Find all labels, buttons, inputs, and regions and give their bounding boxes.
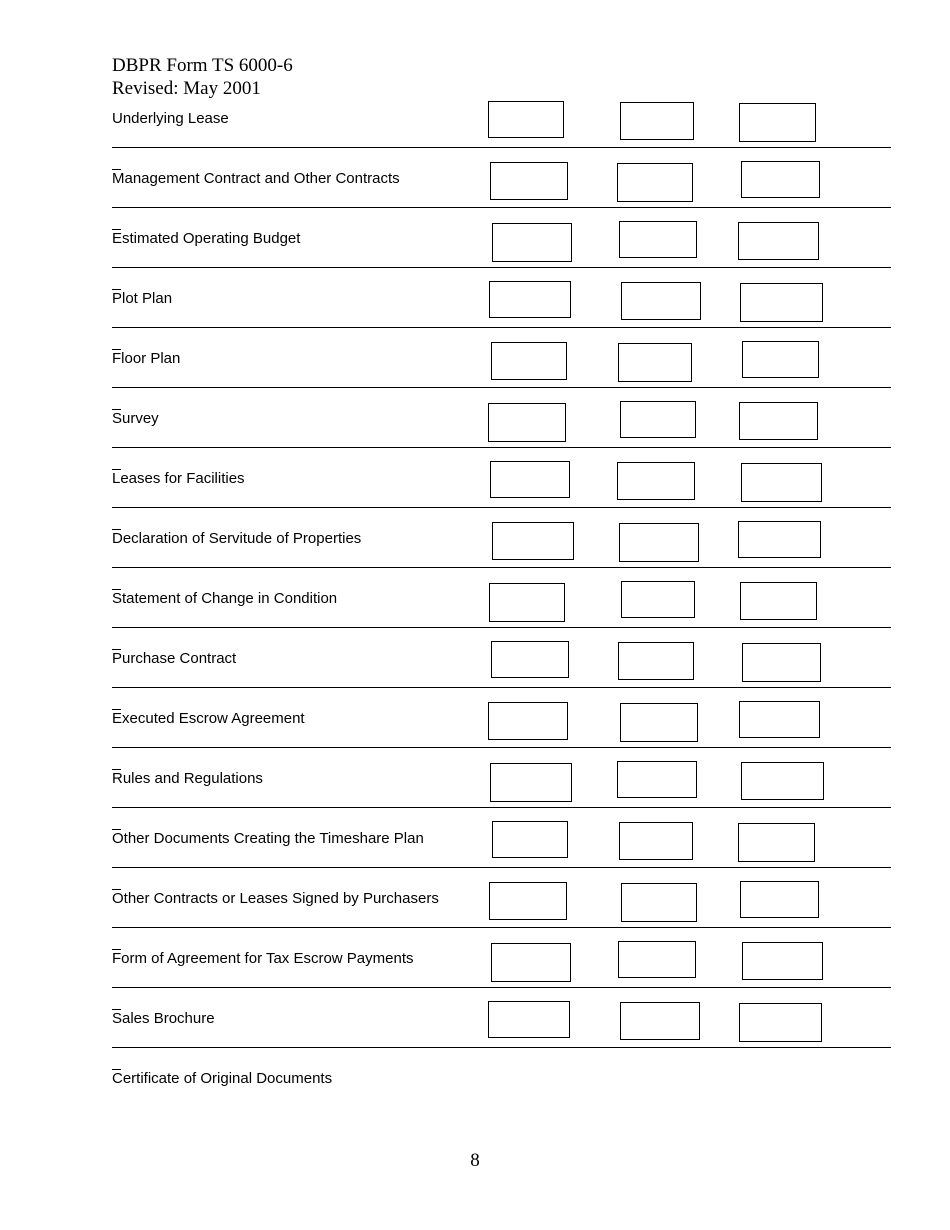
checkbox-column-1[interactable]	[491, 943, 571, 982]
checklist-item-text: Executed Escrow Agreement	[112, 710, 305, 727]
checkbox-column-1[interactable]	[491, 342, 567, 380]
checkbox-column-1[interactable]	[492, 223, 572, 262]
checkbox-column-2[interactable]	[620, 401, 696, 438]
checklist-item-text: Leases for Facilities	[112, 470, 245, 487]
checklist-item-text: Estimated Operating Budget	[112, 230, 301, 247]
overline-mark	[112, 949, 121, 950]
checklist-row	[112, 328, 891, 388]
overline-mark	[112, 769, 121, 770]
overline-mark	[112, 589, 121, 590]
checklist-row	[112, 748, 891, 808]
checkbox-column-3[interactable]	[739, 1003, 822, 1042]
form-number: DBPR Form TS 6000-6	[112, 55, 293, 76]
page-number: 8	[470, 1150, 480, 1171]
checkbox-column-3[interactable]	[740, 582, 817, 620]
checkbox-column-2[interactable]	[619, 822, 693, 860]
checklist-item-text: Rules and Regulations	[112, 770, 263, 787]
checklist-row	[112, 628, 891, 688]
checklist-row	[112, 988, 891, 1048]
checklist-row	[112, 448, 891, 508]
checklist-item-label	[112, 770, 263, 787]
checkbox-column-3[interactable]	[742, 942, 823, 980]
checkbox-column-3[interactable]	[742, 643, 821, 682]
checkbox-column-2[interactable]	[621, 581, 695, 618]
checkbox-column-2[interactable]	[618, 343, 692, 382]
checkbox-column-3[interactable]	[741, 463, 822, 502]
overline-mark	[112, 829, 121, 830]
overline-mark	[112, 709, 121, 710]
checkbox-column-2[interactable]	[621, 282, 701, 320]
checkbox-column-3[interactable]	[738, 823, 815, 862]
checkbox-column-3[interactable]	[741, 762, 824, 800]
checklist-item-label	[112, 830, 424, 847]
checkbox-column-2[interactable]	[621, 883, 697, 922]
overline-mark	[112, 349, 121, 350]
checkbox-column-1[interactable]	[492, 522, 574, 560]
checklist-item-text: Other Contracts or Leases Signed by Purchasers	[112, 890, 439, 907]
overline-mark	[112, 649, 121, 650]
checklist-item-label	[112, 410, 159, 427]
checklist-item-text: Statement of Change in Condition	[112, 590, 338, 607]
checkbox-column-2[interactable]	[618, 941, 696, 978]
checkbox-column-3[interactable]	[740, 881, 819, 918]
checklist-item-text: Form of Agreement for Tax Escrow Payments	[112, 950, 414, 967]
checkbox-column-2[interactable]	[620, 102, 694, 140]
overline-mark	[112, 229, 121, 230]
checklist-item-text: Underlying Lease	[112, 110, 229, 127]
checkbox-column-2[interactable]	[617, 163, 693, 202]
checklist-item-label	[112, 530, 361, 547]
checkbox-column-1[interactable]	[488, 101, 564, 138]
checklist-item-label	[112, 1010, 215, 1027]
checklist-item-label	[112, 710, 305, 727]
checkbox-column-2[interactable]	[618, 642, 694, 680]
checkbox-column-3[interactable]	[738, 521, 821, 558]
checklist-item-text: Plot Plan	[112, 290, 173, 307]
overline-mark	[112, 169, 121, 170]
revision-date: Revised: May 2001	[112, 78, 261, 99]
overline-mark	[112, 409, 121, 410]
checkbox-column-1[interactable]	[491, 641, 569, 678]
checklist-item-text: Management Contract and Other Contracts	[112, 170, 400, 187]
checkbox-column-2[interactable]	[620, 703, 698, 742]
checkbox-column-3[interactable]	[739, 103, 816, 142]
checklist-row	[112, 388, 891, 448]
checklist-item-text: Declaration of Servitude of Properties	[112, 530, 362, 547]
checkbox-column-1[interactable]	[489, 281, 571, 318]
checklist-item-label	[112, 1070, 332, 1087]
checklist-item-label	[112, 470, 245, 487]
checklist-row	[112, 208, 891, 268]
checkbox-column-1[interactable]	[488, 1001, 570, 1038]
checklist-item-label	[112, 290, 172, 307]
checklist-item-label	[112, 170, 400, 187]
checkbox-column-1[interactable]	[489, 583, 565, 622]
checkbox-column-3[interactable]	[742, 341, 819, 378]
checkbox-column-1[interactable]	[489, 882, 567, 920]
checklist-row	[112, 268, 891, 328]
checkbox-column-3[interactable]	[739, 701, 820, 738]
checklist-item-label	[112, 650, 236, 667]
checklist-item-text: Sales Brochure	[112, 1010, 215, 1027]
checkbox-column-1[interactable]	[490, 461, 570, 498]
checklist-item-label	[112, 230, 300, 247]
checklist-item-text: Other Documents Creating the Timeshare Plan	[112, 830, 424, 847]
overline-mark	[112, 529, 121, 530]
checklist-item-label	[112, 950, 414, 967]
checklist-row	[112, 868, 891, 928]
checkbox-column-1[interactable]	[488, 702, 568, 740]
checklist-item-label	[112, 590, 337, 607]
checkbox-column-3[interactable]	[739, 402, 818, 440]
checklist-row	[112, 148, 891, 208]
checklist-item-text: Survey	[112, 410, 159, 427]
checklist-row	[112, 928, 891, 988]
overline-mark	[112, 289, 121, 290]
checkbox-column-3[interactable]	[738, 222, 819, 260]
checkbox-column-1[interactable]	[490, 763, 572, 802]
overline-mark	[112, 889, 121, 890]
checklist-item-text: Purchase Contract	[112, 650, 237, 667]
checklist-row	[112, 568, 891, 628]
overline-mark	[112, 1069, 121, 1070]
checklist-item-text: Floor Plan	[112, 350, 181, 367]
checklist-item-label	[112, 110, 229, 127]
checkbox-column-2[interactable]	[620, 1002, 700, 1040]
overline-mark	[112, 469, 121, 470]
checkbox-column-2[interactable]	[619, 221, 697, 258]
checkbox-column-1[interactable]	[490, 162, 568, 200]
checklist-row	[112, 1048, 891, 1108]
checkbox-column-1[interactable]	[492, 821, 568, 858]
checkbox-column-3[interactable]	[741, 161, 820, 198]
checkbox-column-3[interactable]	[740, 283, 823, 322]
checklist-item-label	[112, 350, 180, 367]
checklist-row	[112, 88, 891, 148]
checkbox-column-2[interactable]	[617, 462, 695, 500]
checkbox-column-2[interactable]	[619, 523, 699, 562]
checklist-row	[112, 688, 891, 748]
checklist-item-label	[112, 890, 439, 907]
checklist-row	[112, 508, 891, 568]
overline-mark	[112, 1009, 121, 1010]
checkbox-column-1[interactable]	[488, 403, 566, 442]
checklist-row	[112, 808, 891, 868]
checklist-item-text: Certificate of Original Documents	[112, 1070, 333, 1087]
checkbox-column-2[interactable]	[617, 761, 697, 798]
